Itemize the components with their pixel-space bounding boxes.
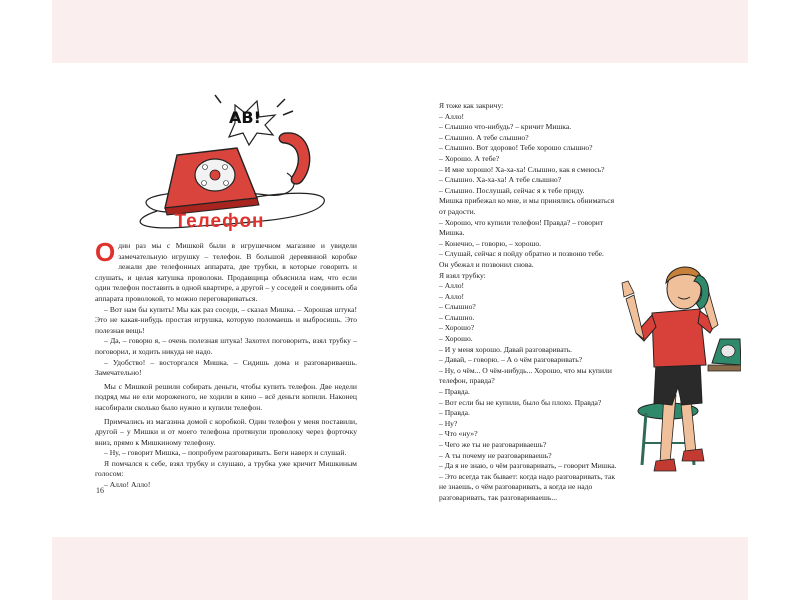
dialogue-line: – Алло! bbox=[439, 281, 465, 291]
dialogue-line: – Вот если бы не купили, было бы плохо. Правда? bbox=[439, 397, 602, 407]
dialogue-line: – Конечно, – говорю, – хорошо. bbox=[439, 238, 542, 248]
bottom-band bbox=[52, 537, 748, 600]
dialogue-line: – Хорошо, что купили телефон! Правда? – говорит Мишка. bbox=[439, 217, 604, 238]
frame-left bbox=[0, 0, 52, 600]
dialogue-line: – Слышно что-нибудь? – кричит Мишка. bbox=[439, 122, 572, 132]
dialogue-line: – Алло! bbox=[439, 111, 465, 121]
left-page bbox=[52, 63, 400, 537]
paragraph: – Ну, – говорит Мишка, – попробуем разговаривать. Беги наверх и слушай. bbox=[104, 448, 347, 458]
paragraph: – Вот нам бы купить! Мы как раз соседи, – сказал Мишка. – Хорошая штука! Это не какая-нибудь простая игрушка, которую поломаешь и выбросишь. Это полезная вещь! bbox=[95, 304, 357, 335]
dialogue-line: – Ну, о чём... О чём-нибудь... Хорошо, что мы купили телефон, правда? bbox=[439, 365, 612, 386]
dialogue-line: – Хорошо. bbox=[439, 334, 473, 344]
right-page bbox=[400, 63, 748, 537]
dialogue-line: Я взял трубку: bbox=[439, 270, 486, 280]
dialogue-line: – Алло! bbox=[439, 291, 465, 301]
dialogue-line: – Хорошо. А тебе? bbox=[439, 153, 500, 163]
paragraph: – Аллo! Аллo! bbox=[104, 480, 151, 490]
dialogue-line: – Слушай, сейчас я пойду обратно и позвоню тебе. bbox=[439, 249, 604, 259]
dialogue-line: Он убежал и позвонил снова. bbox=[439, 259, 534, 269]
dialogue-line: – Правда. bbox=[439, 387, 470, 397]
right-page-text bbox=[439, 101, 619, 504]
dialogue-line: – Да я не знаю, о чём разговаривать, – говорит Мишка. – Это всегда так бывает: когда надо разговаривать, так не знаешь, о чём разговаривать, а когда не надо разговаривать, так разговариваешь... bbox=[439, 461, 617, 502]
chapter-title: Телефон bbox=[174, 211, 265, 232]
dialogue-line: – И мне хорошо! Ха-ха-ха! Слышно, как я смеюсь? bbox=[439, 164, 605, 174]
dialogue-line: – Слышно? bbox=[439, 302, 476, 312]
dialogue-line: Мишка прибежал ко мне, и мы принялись обниматься от радости. bbox=[439, 196, 615, 216]
drop-cap: О bbox=[95, 237, 116, 267]
paragraph: Я помчался к себе, взял трубку и слушаю, а трубка уже кричит Мишкиным голосом: bbox=[95, 458, 357, 479]
dialogue-line: – Хорошо? bbox=[439, 323, 475, 333]
dialogue-line: – А ты почему не разговариваешь? bbox=[439, 450, 552, 460]
dialogue-line: – Слышно. Вот здорово! Тебе хорошо слышно? bbox=[439, 143, 593, 153]
top-band bbox=[52, 0, 748, 63]
paragraph: – Удобство! – восторгался Мишка. – Сидишь дома и разговариваешь. Замечательно! bbox=[95, 357, 357, 378]
dialogue-line: – И у меня хорошо. Давай разговаривать. bbox=[439, 344, 573, 354]
dialogue-line: – Слышно. А тебе слышно? bbox=[439, 132, 529, 142]
dialogue-line: – Чего же ты не разговариваешь? bbox=[439, 440, 547, 449]
dialogue-line: – Слышно. Ха-ха-ха! А тебе слышно? bbox=[439, 175, 562, 185]
paragraph: Примчались из магазина домой с коробкой. Один телефон у меня поставили, другой – у Мишки и от моего телефона протянули проволоку через форточку вниз, прямо к Мишкиному телефону. bbox=[95, 416, 357, 447]
dialogue-line: – Давай, – говорю. – А о чём разговаривать? bbox=[439, 355, 583, 365]
boy-with-phone-illustration bbox=[616, 253, 741, 483]
dialogue-line: Я тоже как закричу: bbox=[439, 101, 504, 110]
dialogue-line: – Ну? bbox=[439, 418, 458, 428]
page-number: 16 bbox=[96, 486, 104, 495]
title-art-text: АВ! bbox=[229, 108, 261, 127]
dialogue-line: – Что «ну»? bbox=[439, 429, 478, 439]
left-page-text bbox=[95, 237, 357, 491]
frame-right bbox=[748, 0, 800, 600]
paragraph: – Да, – говорю я, – очень полезная штука! Захотел поговорить, взял трубку – поговорил, и ходить никуда не надо. bbox=[95, 336, 357, 356]
dialogue-line: – Слышно. Послушай, сейчас я к тебе приду. bbox=[439, 185, 585, 195]
paragraph: Один раз мы с Мишкой были в игрушечном магазине и увидели замечательную игрушку – телефон. В большой деревянной коробке лежали две телефонных аппарата, две трубки, в которые говорить и слушать, и целая катушка проволоки. Продавщица объяснила нам, что если один телефон поставить в одной квартире, а другой – у соседей и соединить оба аппарата проволокой, то можно переговариваться. bbox=[95, 237, 357, 303]
book-spread bbox=[52, 63, 748, 537]
paragraph: Мы с Мишкой решили собирать деньги, чтобы купить телефон. Две недели подряд мы не ели мороженого, не ходили в кино – всё деньги копили. Наконец насобирали сколько было нужно и купили телефон. bbox=[95, 381, 357, 412]
dialogue-line: – Слышно. bbox=[439, 312, 475, 322]
dialogue-line: – Правда. bbox=[439, 408, 470, 418]
